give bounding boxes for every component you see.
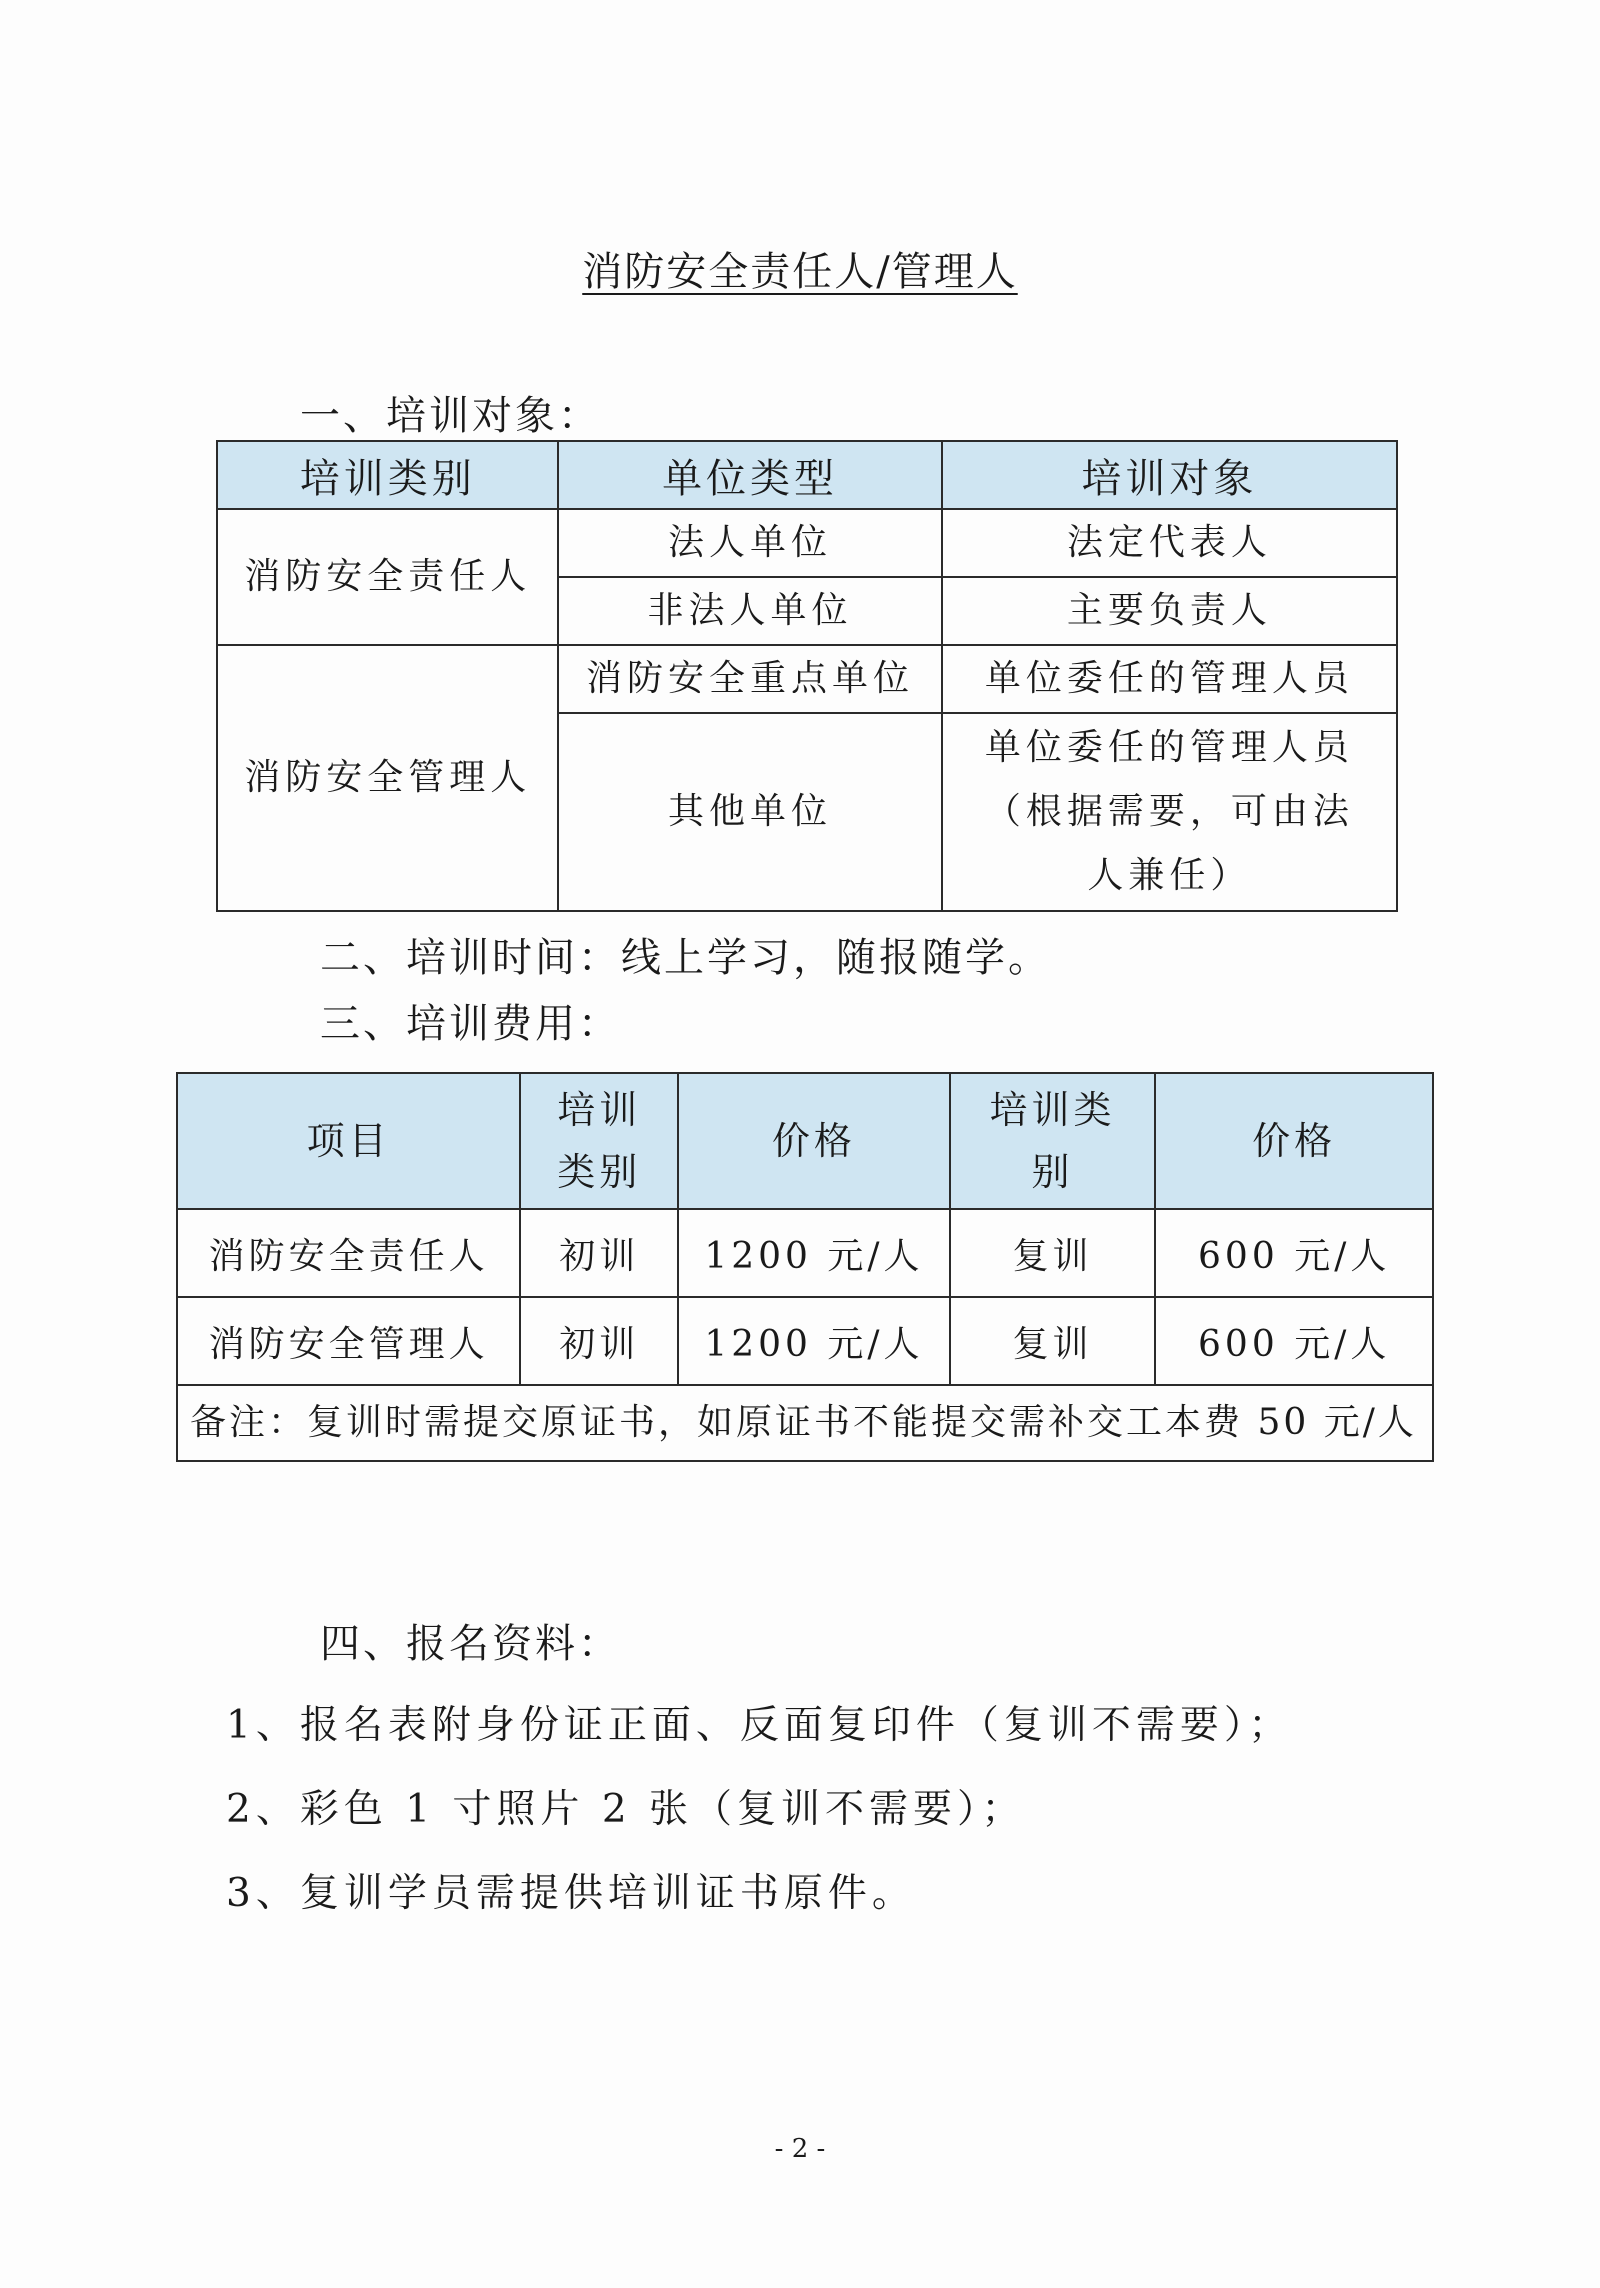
note-row — [177, 1385, 1433, 1461]
target-cell: 法定代表人 — [942, 509, 1397, 577]
table-header-row — [217, 441, 1397, 509]
item-cell: 消防安全责任人 — [177, 1209, 520, 1297]
list-item: 1、报名表附身份证正面、反面复印件（复训不需要）； — [226, 1703, 1293, 1748]
header-cell: 培训类别 — [217, 441, 558, 509]
category-cell: 消防安全管理人 — [217, 645, 558, 911]
page-number: - 2 - — [774, 2134, 826, 2164]
section-heading-3: 三、培训费用： — [320, 1001, 621, 1047]
target-cell — [942, 713, 1397, 911]
document-title: 消防安全责任人/管理人 — [582, 249, 1018, 295]
header-cell: 价格 — [1155, 1073, 1433, 1209]
price-cell: 600 元/人 — [1155, 1209, 1433, 1297]
price-cell: 1200 元/人 — [678, 1209, 950, 1297]
item-cell: 消防安全管理人 — [177, 1297, 520, 1385]
table-row — [177, 1209, 1433, 1297]
category-cell: 复训 — [950, 1209, 1156, 1297]
section-heading-1: 一、培训对象： — [300, 393, 601, 439]
table-row — [217, 509, 1397, 577]
category-cell: 初训 — [520, 1209, 678, 1297]
header-cell: 项目 — [177, 1073, 520, 1209]
table-row — [217, 645, 1397, 713]
unit-cell: 法人单位 — [558, 509, 941, 577]
target-cell: 单位委任的管理人员 — [942, 645, 1397, 713]
category-cell: 复训 — [950, 1297, 1156, 1385]
note-cell: 备注：复训时需提交原证书，如原证书不能提交需补交工本费 50 元/人 — [177, 1385, 1433, 1461]
header-cell: 价格 — [678, 1073, 950, 1209]
section-heading-2: 二、培训时间：线上学习，随报随学。 — [320, 935, 1051, 981]
table-row — [177, 1297, 1433, 1385]
training-fee-table — [176, 1072, 1434, 1462]
unit-cell: 非法人单位 — [558, 577, 941, 645]
header-cell: 培训对象 — [942, 441, 1397, 509]
training-target-table — [216, 440, 1398, 912]
price-cell: 1200 元/人 — [678, 1297, 950, 1385]
header-cell — [950, 1073, 1156, 1209]
target-text: 单位委任的管理人员（根据需要，可由法人兼任） — [984, 727, 1354, 896]
header-cell: 单位类型 — [558, 441, 941, 509]
section-heading-4: 四、报名资料： — [320, 1621, 621, 1667]
category-cell: 初训 — [520, 1297, 678, 1385]
header-text: 培训类别 — [557, 1088, 642, 1194]
unit-cell: 其他单位 — [558, 713, 941, 911]
list-item: 2、彩色 1 寸照片 2 张（复训不需要）； — [226, 1787, 1026, 1832]
list-item: 3、复训学员需提供培训证书原件。 — [226, 1871, 916, 1916]
header-text: 培训类别 — [989, 1088, 1116, 1194]
category-cell: 消防安全责任人 — [217, 509, 558, 645]
header-cell — [520, 1073, 678, 1209]
unit-cell: 消防安全重点单位 — [558, 645, 941, 713]
table-header-row — [177, 1073, 1433, 1209]
price-cell: 600 元/人 — [1155, 1297, 1433, 1385]
target-cell: 主要负责人 — [942, 577, 1397, 645]
